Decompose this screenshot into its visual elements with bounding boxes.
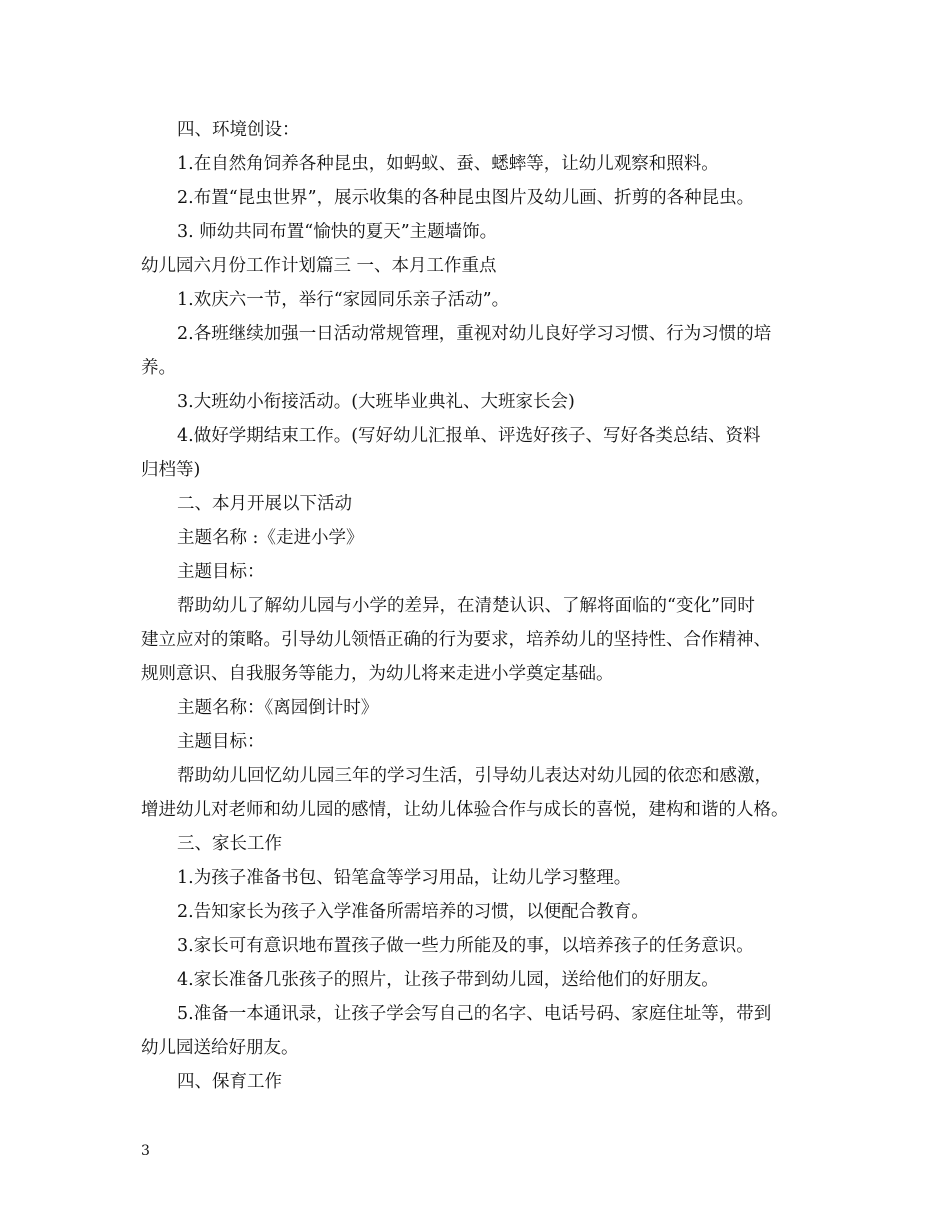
paragraph-line: 3.家长可有意识地布置孩子做一些力所能及的事，以培养孩子的任务意识。 <box>177 936 754 956</box>
paragraph-line: 帮助幼儿了解幼儿园与小学的差异，在清楚认识、了解将面临的“变化”同时 <box>177 596 755 616</box>
paragraph-line: 1.在自然角饲养各种昆虫，如蚂蚁、蚕、蟋蟀等，让幼儿观察和照料。 <box>177 154 719 174</box>
theme-goal-label: 主题目标： <box>177 562 265 582</box>
paragraph-line: 规则意识、自我服务等能力，为幼儿将来走进小学奠定基础。 <box>141 664 614 684</box>
paragraph-line: 幼儿园送给好朋友。 <box>141 1038 299 1058</box>
paragraph-line: 归档等) <box>141 460 201 480</box>
page-number: 3 <box>141 1143 150 1159</box>
paragraph-line: 1.为孩子准备书包、铅笔盒等学习用品，让幼儿学习整理。 <box>177 868 632 888</box>
section-heading-activities: 二、本月开展以下活动 <box>177 494 352 514</box>
paragraph-line: 3. 师幼共同布置“愉快的夏天”主题墙饰。 <box>177 222 498 242</box>
paragraph-line: 3.大班幼小衔接活动。(大班毕业典礼、大班家长会) <box>177 392 575 412</box>
paragraph-line: 4.做好学期结束工作。(写好幼儿汇报单、评选好孩子、写好各类总结、资料 <box>177 426 761 446</box>
paragraph-line: 建立应对的策略。引导幼儿领悟正确的行为要求，培养幼儿的坚持性、合作精神、 <box>141 630 771 650</box>
theme-goal-label: 主题目标： <box>177 732 265 752</box>
plan-title-line: 幼儿园六月份工作计划篇三 一、本月工作重点 <box>141 256 497 276</box>
theme-name-line: 主题名称 :《走进小学》 <box>177 528 364 548</box>
paragraph-line: 2.布置“昆虫世界”，展示收集的各种昆虫图片及幼儿画、折剪的各种昆虫。 <box>177 188 755 208</box>
paragraph-line: 4.家长准备几张孩子的照片，让孩子带到幼儿园，送给他们的好朋友。 <box>177 970 719 990</box>
section-heading-parents: 三、家长工作 <box>177 834 282 854</box>
paragraph-line: 5.准备一本通讯录，让孩子学会写自己的名字、电话号码、家庭住址等，带到 <box>177 1004 772 1024</box>
paragraph-line: 帮助幼儿回忆幼儿园三年的学习生活，引导幼儿表达对幼儿园的依恋和感激， <box>177 766 772 786</box>
paragraph-line: 2.告知家长为孩子入学准备所需培养的习惯，以便配合教育。 <box>177 902 649 922</box>
section-heading-care: 四、保育工作 <box>177 1072 282 1092</box>
paragraph-line: 增进幼儿对老师和幼儿园的感情，让幼儿体验合作与成长的喜悦，建构和谐的人格。 <box>141 800 789 820</box>
paragraph-line: 养。 <box>141 358 176 378</box>
section-heading-environment: 四、环境创设： <box>177 120 300 140</box>
theme-name-line: 主题名称：《离园倒计时》 <box>177 698 379 718</box>
paragraph-line: 1.欢庆六一节，举行“家园同乐亲子活动”。 <box>177 290 510 310</box>
paragraph-line: 2.各班继续加强一日活动常规管理，重视对幼儿良好学习习惯、行为习惯的培 <box>177 324 772 344</box>
